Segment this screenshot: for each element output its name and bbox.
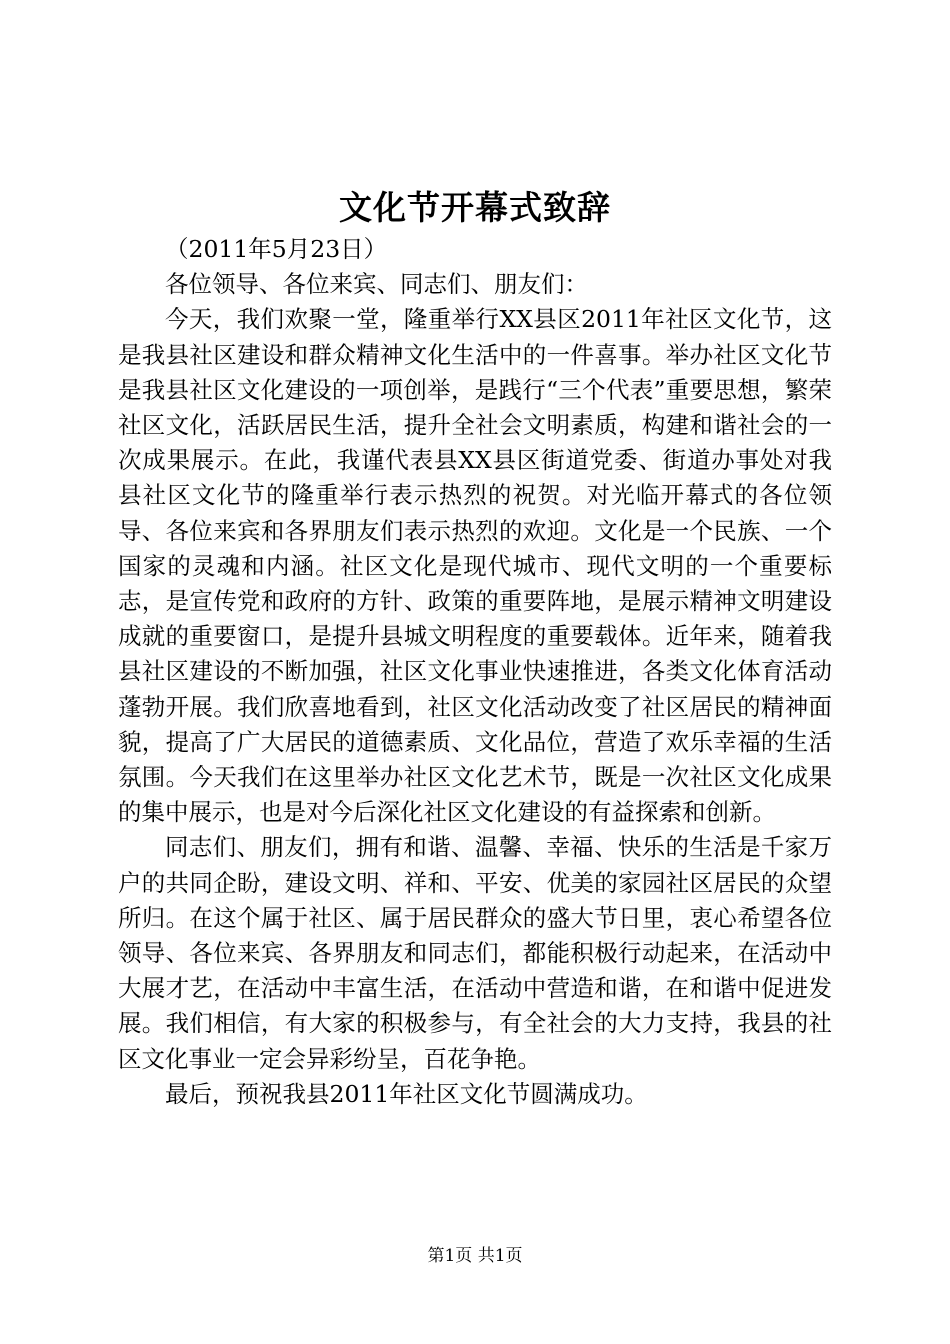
page-footer: 第1页 共1页 xyxy=(427,1246,523,1266)
date-line: （2011年5月23日） xyxy=(165,235,388,263)
document-title: 文化节开幕式致辞 xyxy=(339,188,611,227)
salutation: 各位领导、各位来宾、同志们、朋友们： xyxy=(165,270,588,299)
paragraph-3: 最后，预祝我县2011年社区文化节圆满成功。 xyxy=(165,1079,648,1108)
paragraph-2: 同志们、朋友们，拥有和谐、温馨、幸福、快乐的生活是千家万户的共同企盼，建设文明、祥和、平安、优美的家园社区居民的众望所归。在这个属于社区、属于居民群众的盛大节日里，衷心希望各位领导、各位来宾、各界朋友和同志们，都能积极行动起来，在活动中大展才艺，在活动中丰富生活，在活动中营造和谐，在和谐中促进发展。我们相信，有大家的积极参与，有全社会的大力支持，我县的社区文化事业一定会异彩纷呈，百花争艳。 xyxy=(118,833,832,1073)
paragraph-1: 今天，我们欢聚一堂，隆重举行XX县区2011年社区文化节，这是我县社区建设和群众精神文化生活中的一件喜事。举办社区文化节是我县社区文化建设的一项创举，是践行“三个代表”重要思想，繁荣社区文化，活跃居民生活，提升全社会文明素质，构建和谐社会的一次成果展示。在此，我谨代表县XX县区街道党委、街道办事处对我县社区文化节的隆重举行表示热烈的祝贺。对光临开幕式的各位领导、各位来宾和各界朋友们表示热烈的欢迎。文化是一个民族、一个国家的灵魂和内涵。社区文化是现代城市、现代文明的一个重要标志，是宣传党和政府的方针、政策的重要阵地，是展示精神文明建设成就的重要窗口，是提升县城文明程度的重要载体。近年来，随着我县社区建设的不断加强，社区文化事业快速推进，各类文化体育活动蓬勃开展。我们欣喜地看到，社区文化活动改变了社区居民的精神面貌，提高了广大居民的道德素质、文化品位，营造了欢乐幸福的生活氛围。今天我们在这里举办社区文化艺术节，既是一次社区文化成果的集中展示，也是对今后深化社区文化建设的有益探索和创新。 xyxy=(118,305,832,827)
document-body xyxy=(118,232,832,1112)
